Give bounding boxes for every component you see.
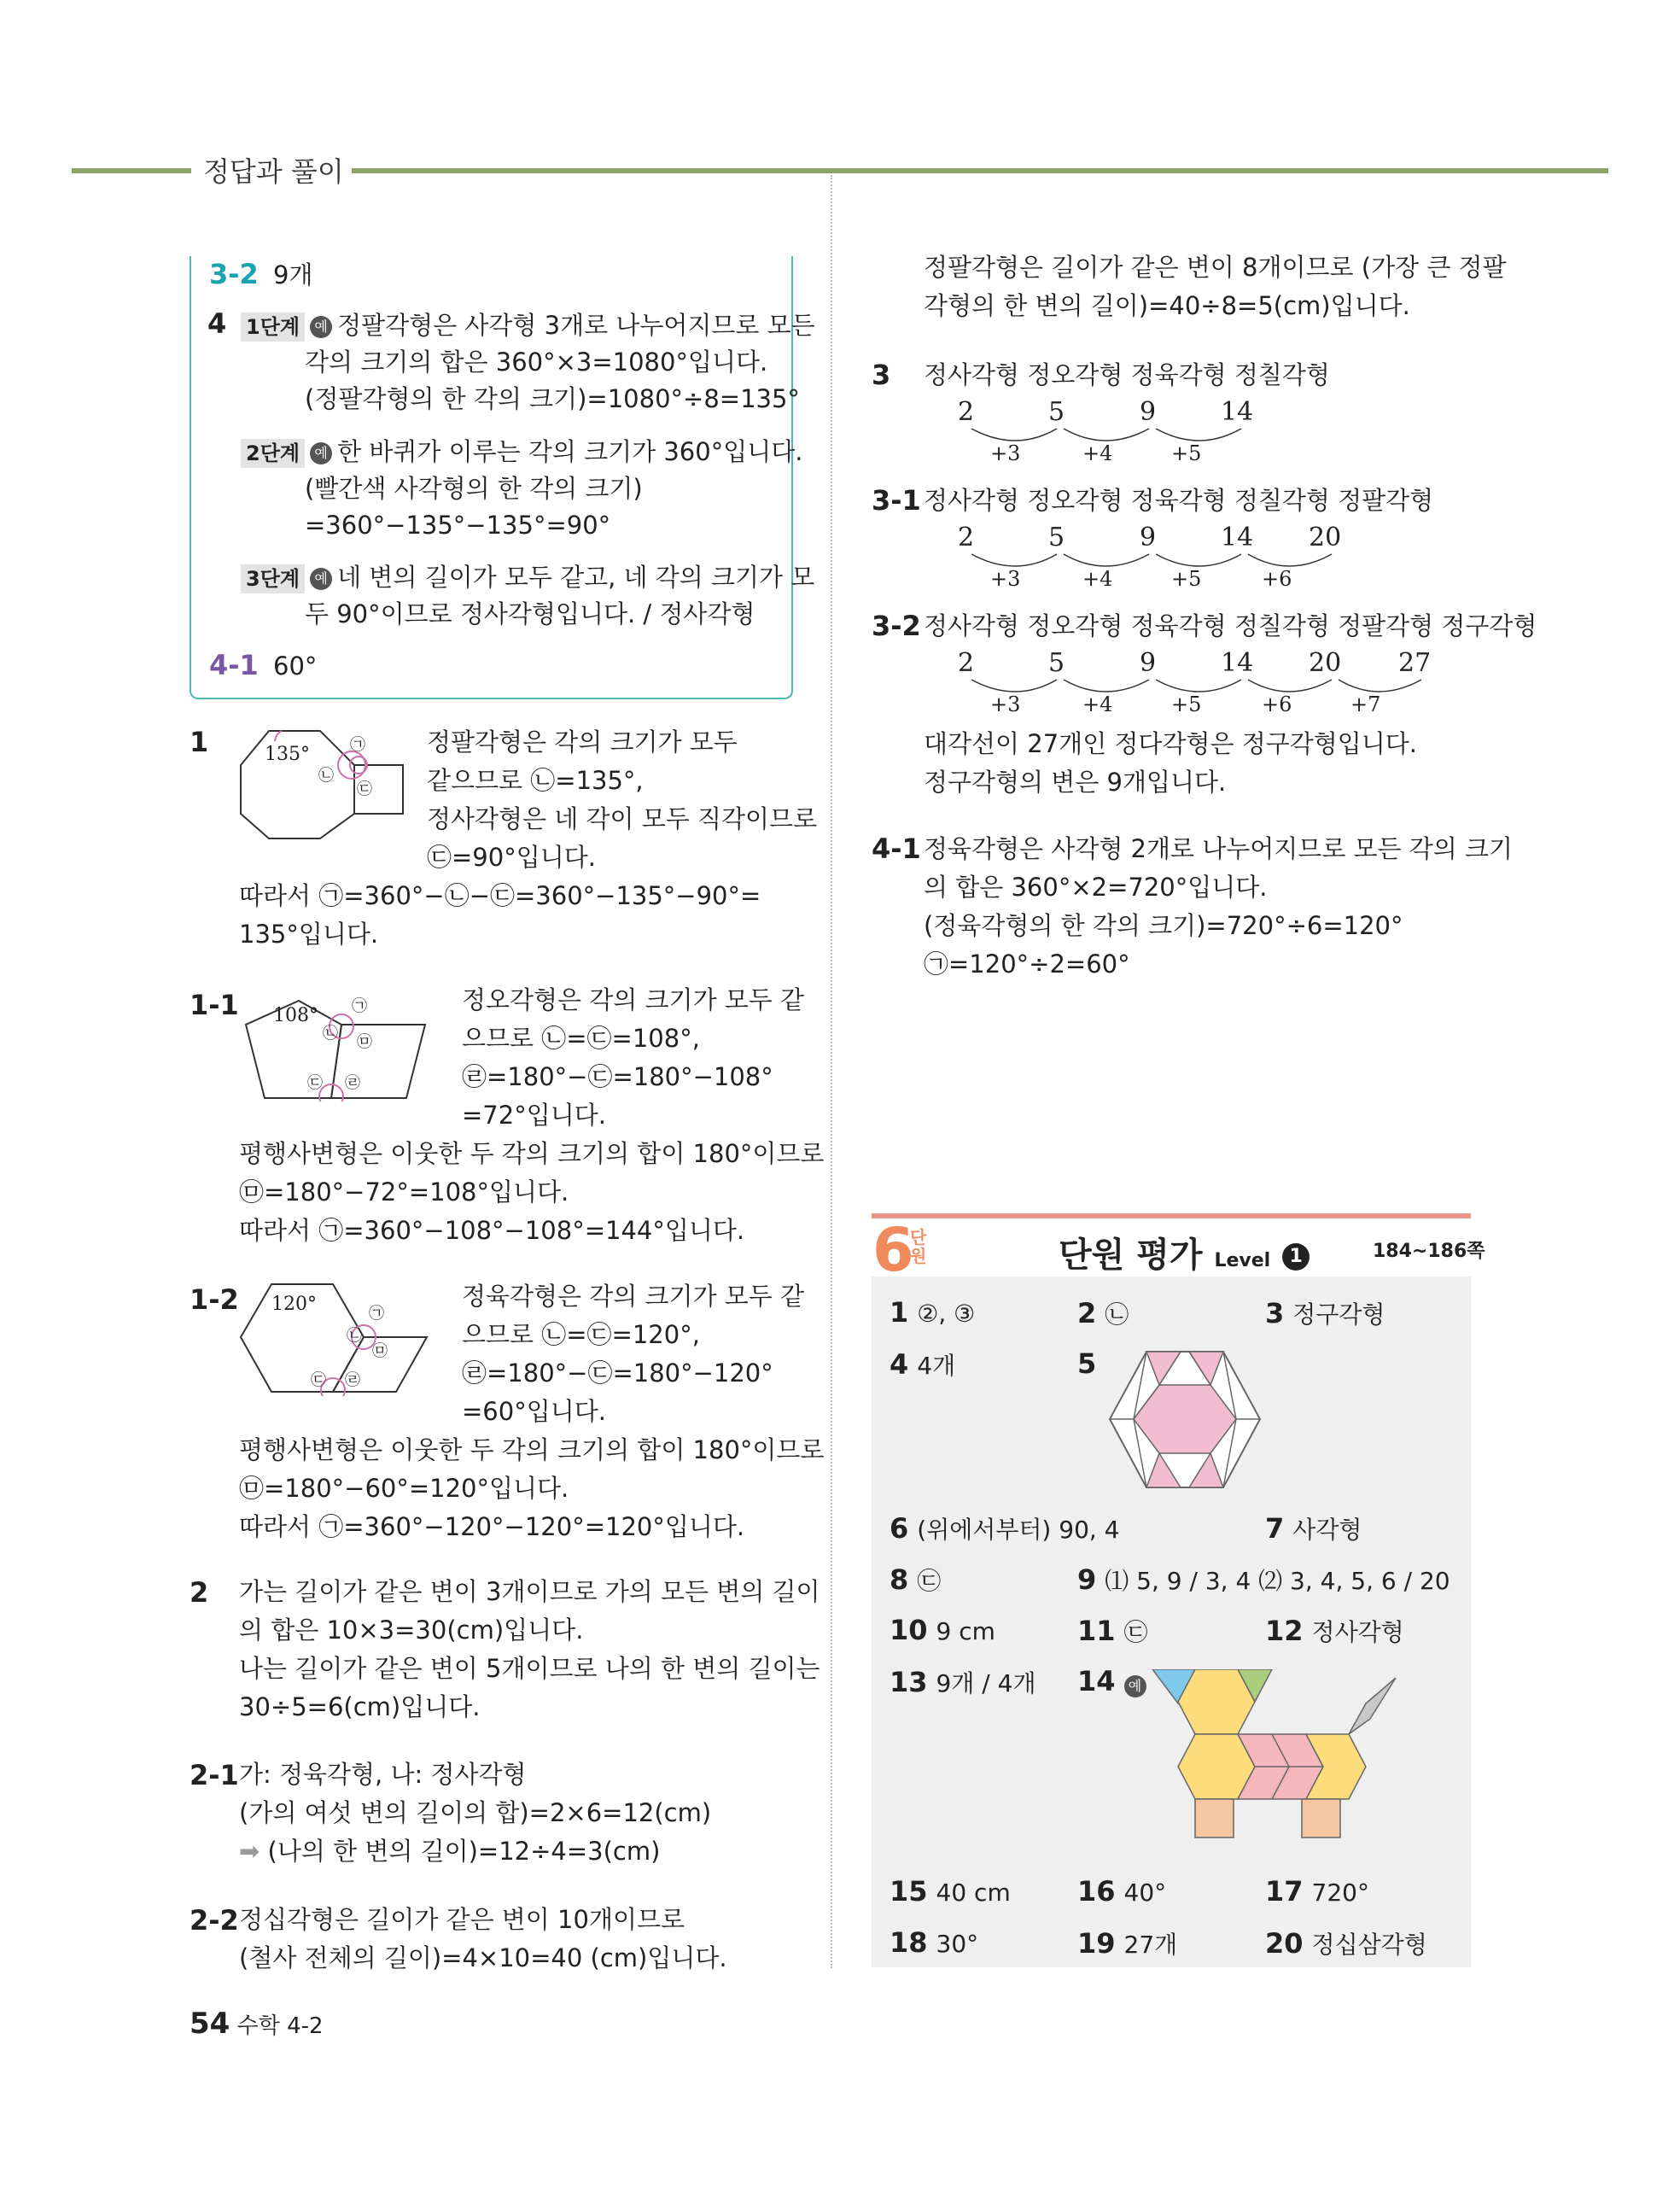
item-number: 14	[1077, 1665, 1116, 1697]
mark-b: ㉡	[347, 1327, 362, 1345]
item-number: 2	[1077, 1297, 1097, 1329]
item-answer: 4개	[917, 1352, 956, 1380]
unit-item-18	[890, 1926, 978, 1959]
p22-line1: (철사 전체의 길이)=4×10=40 (cm)입니다.	[239, 1943, 727, 1972]
seq-value: 14	[1221, 648, 1254, 678]
unit-item-4	[890, 1347, 955, 1382]
seq-increment: +3	[990, 692, 1021, 716]
unit-item-12	[1265, 1614, 1404, 1648]
item-number: 17	[1265, 1875, 1304, 1908]
step2-text: 한 바퀴가 이루는 각의 크기가 360°입니다.	[337, 437, 803, 466]
page-number: 54	[190, 2007, 230, 2041]
p11-line0: 정오각형은 각의 크기가 모두 같	[462, 985, 805, 1014]
step3-badge: 3단계	[241, 564, 305, 593]
right-top-line0: 정팔각형은 길이가 같은 변이 8개이므로 (가장 큰 정팔	[924, 253, 1507, 282]
step2-line1: (빨간색 사각형의 한 각의 크기)	[305, 474, 643, 503]
mark-c: ㉢	[311, 1371, 326, 1389]
unit-item-19	[1077, 1926, 1177, 1960]
item-answer: ㉡	[1105, 1300, 1129, 1329]
step2-line0	[241, 434, 802, 470]
item-number: 10	[890, 1614, 928, 1646]
hexagon-pattern-figure	[1108, 1349, 1262, 1490]
hexagon-figure	[239, 1281, 435, 1396]
p41-line1: 의 합은 360°×2=720°입니다.	[924, 873, 1268, 902]
seq-value: 27	[1398, 648, 1432, 678]
problem-4-number: 4	[207, 307, 227, 340]
unit-item-20	[1265, 1926, 1427, 1960]
item-number: 9	[1077, 1563, 1097, 1596]
unit-item-5	[1077, 1347, 1105, 1380]
unit-title-text: 단원 평가	[1059, 1236, 1203, 1275]
pentagon-figure	[239, 990, 435, 1101]
item-number: 6	[890, 1512, 909, 1545]
column-divider	[831, 175, 832, 1968]
seq-increment: +4	[1082, 441, 1113, 465]
item-answer: (위에서부터) 90, 4	[917, 1516, 1120, 1544]
unit-item-2	[1077, 1296, 1129, 1330]
problem-2-2-number: 2-2	[190, 1904, 239, 1937]
level-number: 1	[1282, 1243, 1310, 1271]
item-number: 4	[890, 1348, 909, 1381]
item-number: 8	[890, 1563, 909, 1596]
p32-after0: 대각선이 27개인 정다각형은 정구각형입니다.	[924, 729, 1418, 758]
problem-1-2-number: 1-2	[190, 1283, 239, 1316]
item-answer: 정십삼각형	[1311, 1931, 1427, 1959]
p12-line5: ㉤=180°−60°=120°입니다.	[239, 1474, 569, 1503]
problem-2-1-number: 2-1	[190, 1759, 239, 1791]
answer-3-2	[209, 256, 313, 293]
p11-line2: ㉣=180°−㉢=180°−108°	[462, 1062, 773, 1091]
item-number: 5	[1077, 1347, 1097, 1380]
problem-1-1-number: 1-1	[190, 989, 239, 1021]
seq-value: 9	[1140, 397, 1157, 427]
octagon-figure	[239, 724, 405, 839]
p22-line0: 정십각형은 길이가 같은 변이 10개이므로	[239, 1905, 685, 1934]
seq-value: 5	[1048, 397, 1065, 427]
subject-label: 수학 4-2	[236, 2013, 324, 2039]
step3-line0	[241, 559, 814, 595]
p12-line2: ㉣=180°−㉢=180°−120°	[462, 1358, 773, 1388]
seq-increment: +5	[1171, 692, 1202, 716]
unit-item-6	[890, 1511, 1120, 1545]
seq-value: 20	[1309, 523, 1342, 552]
unit-item-15	[890, 1875, 1011, 1908]
answer-4-1	[209, 647, 317, 684]
unit-item-9	[1077, 1563, 1450, 1597]
p11-line6: 따라서 ㉠=360°−108°−108°=144°입니다.	[239, 1216, 745, 1245]
p12-line4: 평행사변형은 이웃한 두 각의 크기의 합이 180°이므로	[239, 1435, 825, 1464]
mark-a: ㉠	[369, 1305, 384, 1323]
mark-b: ㉡	[323, 1025, 338, 1043]
mark-b: ㉡	[318, 767, 334, 785]
mark-e: ㉤	[357, 1033, 372, 1051]
answer-value: 9개	[273, 260, 313, 289]
item-number: 12	[1265, 1615, 1304, 1647]
p12-line0: 정육각형은 각의 크기가 모두 같	[462, 1282, 805, 1311]
p11-line4: 평행사변형은 이웃한 두 각의 크기의 합이 180°이므로	[239, 1139, 825, 1168]
item-answer: ㉢	[917, 1567, 942, 1595]
seq-increment: +7	[1350, 692, 1381, 716]
example-icon: 예	[310, 442, 332, 464]
page-footer	[190, 2007, 324, 2041]
p3-title: 정사각형 정오각형 정육각형 정칠각형	[924, 360, 1330, 389]
angle-label: 108°	[273, 1005, 318, 1026]
p2-line3: 30÷5=6(cm)입니다.	[239, 1692, 481, 1721]
unit-item-10	[890, 1614, 995, 1646]
p1-line5: 135°입니다.	[239, 920, 379, 949]
mark-e: ㉤	[372, 1342, 388, 1360]
arrow-icon: ➡	[239, 1837, 260, 1866]
step1-line0	[241, 307, 815, 343]
item-number: 18	[890, 1926, 928, 1959]
p2-line2: 나는 길이가 같은 변이 5개이므로 나의 한 변의 길이는	[239, 1654, 820, 1683]
chapter-number: 6	[872, 1215, 914, 1285]
p1-line4: 따라서 ㉠=360°−㉡−㉢=360°−135°−90°=	[239, 881, 761, 910]
p1-line2: 정사각형은 네 각이 모두 직각이므로	[427, 804, 818, 833]
item-number: 16	[1077, 1875, 1116, 1908]
seq-value: 14	[1221, 397, 1254, 427]
seq-value: 5	[1048, 648, 1065, 678]
unit-pages: 184~186쪽	[1373, 1241, 1485, 1262]
seq-value: 2	[958, 397, 975, 427]
step2-line2: =360°−135°−135°=90°	[305, 511, 611, 540]
item-number: 11	[1077, 1615, 1116, 1647]
item-answer: 사각형	[1292, 1516, 1362, 1544]
mark-a: ㉠	[352, 997, 367, 1015]
unit-item-7	[1265, 1511, 1362, 1545]
p12-line1: 으므로 ㉡=㉢=120°,	[462, 1320, 700, 1349]
right-top-line1: 각형의 한 변의 길이)=40÷8=5(cm)입니다.	[924, 291, 1410, 320]
seq-increment: +6	[1262, 567, 1292, 591]
header-rule-left	[72, 168, 191, 173]
item-answer: 정사각형	[1311, 1618, 1404, 1646]
header-title: 정답과 풀이	[203, 155, 344, 188]
item-answer: 30°	[936, 1930, 979, 1958]
item-number: 20	[1265, 1927, 1304, 1960]
p12-line3: =60°입니다.	[462, 1397, 606, 1426]
unit-item-16	[1077, 1875, 1166, 1908]
mark-c: ㉢	[307, 1074, 323, 1092]
problem-1-number: 1	[190, 726, 209, 758]
problem-3-1-number: 3-1	[872, 484, 921, 517]
step1-text: 정팔각형은 사각형 3개로 나누어지므로 모든	[337, 311, 815, 340]
mark-c: ㉢	[357, 780, 372, 798]
item-answer: 40 cm	[936, 1878, 1011, 1907]
p41-line0: 정육각형은 사각형 2개로 나누어지므로 모든 각의 크기	[924, 834, 1514, 863]
item-number: 13	[890, 1666, 928, 1698]
item-answer: 40°	[1123, 1878, 1167, 1907]
example-icon: 예	[310, 316, 332, 338]
item-answer: 9 cm	[936, 1617, 995, 1645]
seq-value: 20	[1309, 648, 1342, 678]
p31-title: 정사각형 정오각형 정육각형 정칠각형 정팔각형	[924, 486, 1434, 515]
mark-d: ㉣	[345, 1074, 360, 1092]
p32-title: 정사각형 정오각형 정육각형 정칠각형 정팔각형 정구각형	[924, 611, 1537, 640]
item-answer: 정구각형	[1292, 1300, 1385, 1329]
item-answer: 예	[1124, 1675, 1146, 1697]
p11-line3: =72°입니다.	[462, 1101, 606, 1130]
item-answer: 27개	[1123, 1931, 1178, 1959]
mark-a: ㉠	[350, 736, 365, 754]
p41-line2: (정육각형의 한 각의 크기)=720°÷6=120°	[924, 911, 1403, 940]
seq-increment: +3	[990, 441, 1021, 465]
problem-3-number: 3	[872, 359, 891, 391]
item-number: 3	[1265, 1297, 1285, 1329]
unit-title	[1059, 1228, 1310, 1277]
angle-label: 135°	[265, 744, 310, 765]
seq-value: 5	[1048, 523, 1065, 552]
p11-line5: ㉤=180°−72°=108°입니다.	[239, 1177, 569, 1207]
item-number: 7	[1265, 1512, 1285, 1545]
p21-line0: 가: 정육각형, 나: 정사각형	[239, 1760, 527, 1789]
p1-line3: ㉢=90°입니다.	[427, 843, 596, 872]
seq-value: 9	[1140, 523, 1157, 552]
seq-value: 9	[1140, 648, 1157, 678]
p21-line2	[239, 1833, 660, 1869]
seq-increment: +6	[1262, 692, 1292, 716]
seq-increment: +4	[1082, 692, 1113, 716]
unit-item-14	[1077, 1665, 1146, 1697]
problem-4-1-number: 4-1	[872, 833, 921, 865]
item-number: 15	[890, 1875, 928, 1908]
step2-badge: 2단계	[241, 439, 305, 468]
unit-test-bar	[872, 1213, 1471, 1218]
item-answer: ②, ③	[917, 1300, 976, 1328]
item-answer: 720°	[1311, 1878, 1369, 1907]
seq-increment: +3	[990, 567, 1021, 591]
seq-increment: +4	[1082, 567, 1113, 591]
step1-line1: 각의 크기의 합은 360°×3=1080°입니다.	[305, 348, 768, 377]
p2-line0: 가는 길이가 같은 변이 3개이므로 가의 모든 변의 길이	[239, 1577, 820, 1606]
item-answer: ㉢	[1123, 1618, 1148, 1646]
level-text: Level	[1214, 1250, 1271, 1271]
chapter-sub: 단원	[910, 1227, 927, 1266]
p2-line1: 의 합은 10×3=30(cm)입니다.	[239, 1615, 584, 1645]
example-icon: 예	[310, 568, 332, 590]
unit-item-3	[1265, 1296, 1385, 1330]
p21-line1: (가의 여섯 변의 길이의 합)=2×6=12(cm)	[239, 1798, 712, 1827]
step3-text: 네 변의 길이가 모두 같고, 네 각의 크기가 모	[337, 563, 815, 592]
header-rule-right	[352, 168, 1608, 173]
dog-shape-figure	[1144, 1669, 1400, 1883]
unit-item-17	[1265, 1875, 1369, 1908]
p12-line6: 따라서 ㉠=360°−120°−120°=120°입니다.	[239, 1512, 745, 1541]
item-number: 19	[1077, 1927, 1116, 1960]
seq-value: 14	[1221, 523, 1254, 552]
item-answer: ⑴ 5, 9 / 3, 4 ⑵ 3, 4, 5, 6 / 20	[1105, 1567, 1450, 1595]
step3-line1: 두 90°이므로 정사각형입니다. / 정사각형	[305, 599, 755, 628]
seq-increment: +5	[1171, 441, 1202, 465]
unit-item-1	[890, 1296, 975, 1329]
p21-line2-text: (나의 한 변의 길이)=12÷4=3(cm)	[267, 1837, 661, 1866]
seq-value: 2	[958, 648, 975, 678]
problem-number: 3-2	[209, 258, 259, 290]
problem-3-2-number: 3-2	[872, 610, 921, 642]
mark-d: ㉣	[345, 1371, 360, 1389]
answer-value: 60°	[273, 651, 318, 681]
problem-number: 4-1	[209, 649, 259, 681]
unit-item-11	[1077, 1614, 1148, 1648]
p32-after1: 정구각형의 변은 9개입니다.	[924, 768, 1227, 797]
unit-item-8	[890, 1563, 941, 1597]
item-answer: 9개 / 4개	[936, 1669, 1036, 1697]
p1-line0: 정팔각형은 각의 크기가 모두	[427, 727, 738, 757]
unit-item-13	[890, 1665, 1036, 1699]
problem-2-number: 2	[190, 1576, 209, 1609]
item-number: 1	[890, 1296, 909, 1329]
step1-line2: (정팔각형의 한 각의 크기)=1080°÷8=135°	[305, 384, 800, 413]
p1-line1: 같으므로 ㉡=135°,	[427, 766, 644, 795]
p11-line1: 으므로 ㉡=㉢=108°,	[462, 1024, 700, 1053]
step1-badge: 1단계	[241, 313, 305, 342]
angle-label: 120°	[271, 1294, 317, 1315]
seq-value: 2	[958, 523, 975, 552]
seq-increment: +5	[1171, 567, 1202, 591]
p41-line3: ㉠=120°÷2=60°	[924, 949, 1130, 979]
